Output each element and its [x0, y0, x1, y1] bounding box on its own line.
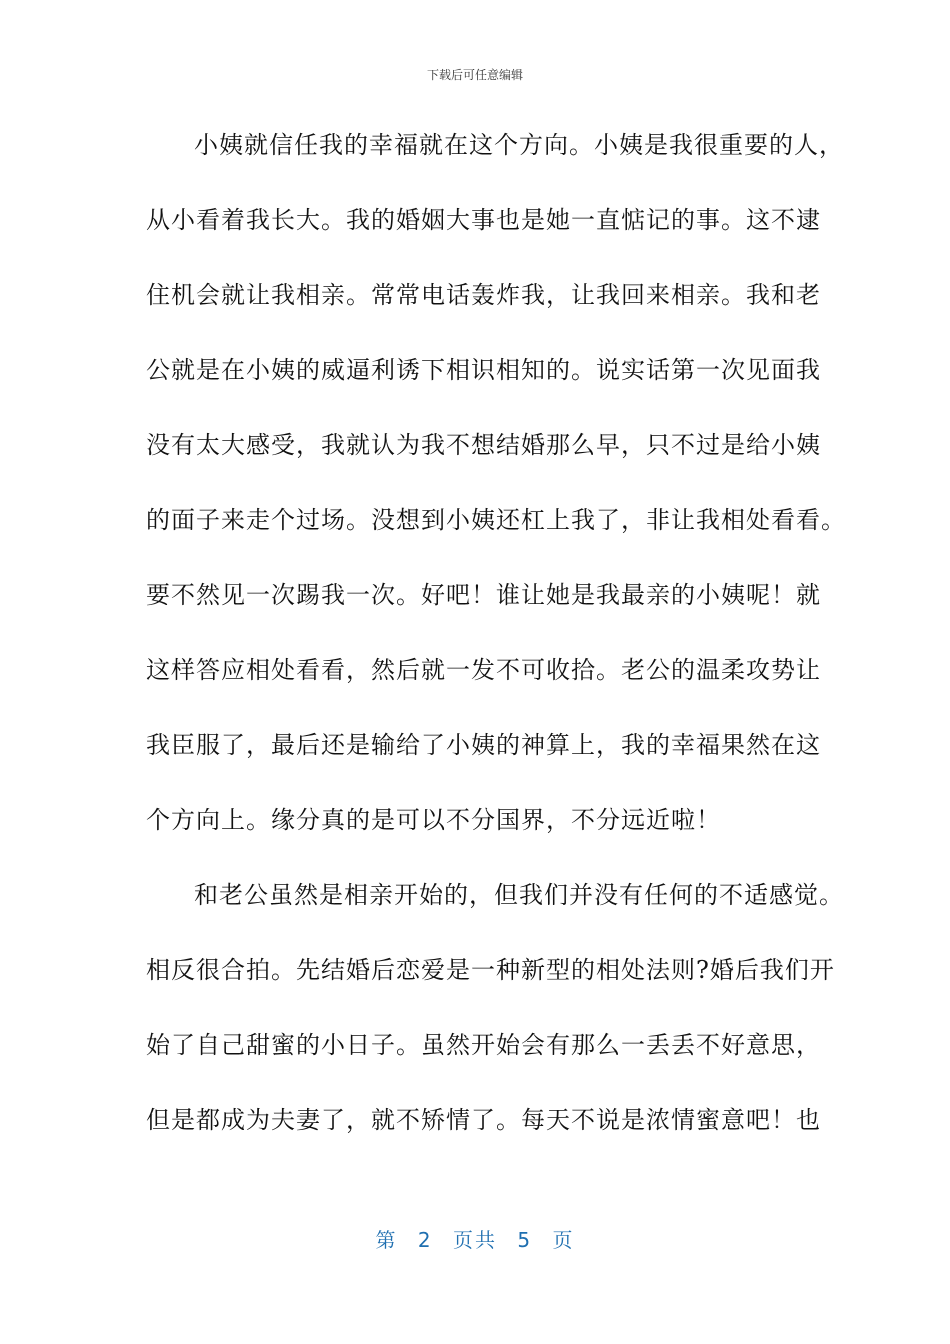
text-line: 和老公虽然是相亲开始的，但我们并没有任何的不适感觉。 — [194, 881, 844, 909]
page-current: 2 — [417, 1228, 433, 1252]
page-prefix: 第 — [375, 1228, 398, 1252]
text-line: 我臣服了，最后还是输给了小姨的神算上，我的幸福果然在这 — [146, 731, 821, 759]
page-suffix: 页 — [552, 1228, 575, 1252]
page-footer — [0, 1224, 950, 1253]
text-line: 始了自己甜蜜的小日子。虽然开始会有那么一丢丢不好意思， — [146, 1031, 821, 1059]
text-line: 没有太大感受，我就认为我不想结婚那么早，只不过是给小姨 — [146, 431, 821, 459]
header-note: 下载后可任意编辑 — [426, 68, 523, 82]
text-line: 小姨就信任我的幸福就在这个方向。小姨是我很重要的人， — [194, 131, 844, 159]
page-total: 5 — [517, 1228, 533, 1252]
page-middle: 页共 — [453, 1228, 497, 1252]
text-line: 要不然见一次踢我一次。好吧！谁让她是我最亲的小姨呢！就 — [146, 581, 821, 609]
text-line: 这样答应相处看看，然后就一发不可收拾。老公的温柔攻势让 — [146, 656, 821, 684]
text-line: 但是都成为夫妻了，就不矫情了。每天不说是浓情蜜意吧！也 — [146, 1106, 821, 1134]
text-line: 个方向上。缘分真的是可以不分国界，不分远近啦！ — [146, 806, 721, 834]
text-line: 相反很合拍。先结婚后恋爱是一种新型的相处法则?婚后我们开 — [146, 956, 835, 984]
text-line: 住机会就让我相亲。常常电话轰炸我，让我回来相亲。我和老 — [146, 281, 821, 309]
text-line: 从小看着我长大。我的婚姻大事也是她一直惦记的事。这不逮 — [146, 206, 821, 234]
text-line: 公就是在小姨的威逼利诱下相识相知的。说实话第一次见面我 — [146, 356, 821, 384]
text-line: 的面子来走个过场。没想到小姨还杠上我了，非让我相处看看。 — [146, 506, 846, 534]
